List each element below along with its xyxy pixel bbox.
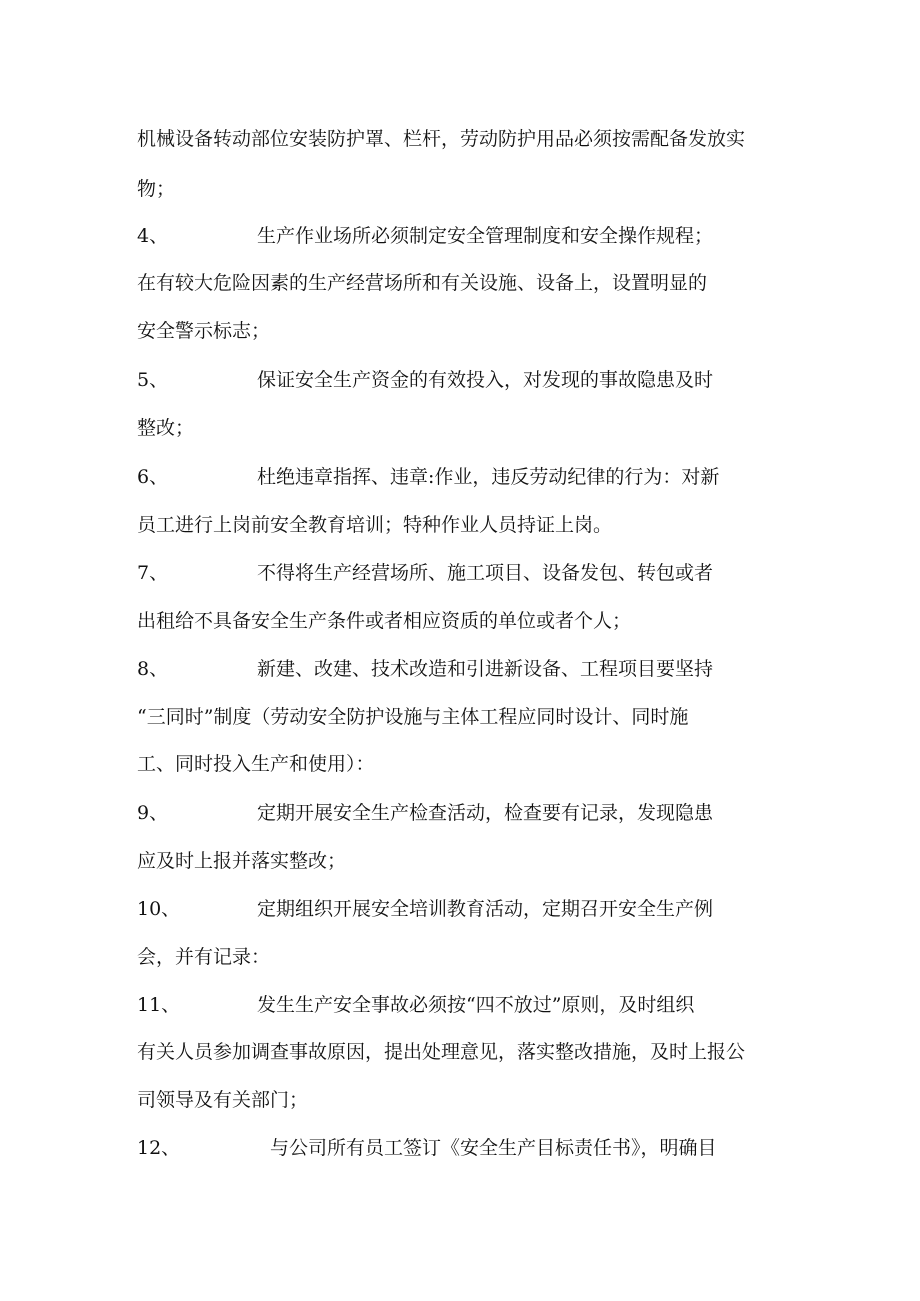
item-text: 不得将生产经营场所、施工项目、设备发包、转包或者	[257, 562, 714, 584]
item-number: 8、	[137, 658, 169, 680]
paragraph-text: 工、同时投入生产和使用）：	[137, 753, 375, 775]
paragraph-text: 会，并有记录：	[137, 946, 271, 968]
paragraph-text: 机械设备转动部位安装防护罩、栏杆，劳动防护用品必须按需配备发放实	[137, 128, 746, 150]
paragraph-text: 出租给不具备安全生产条件或者相应资质的单位或者个人；	[137, 610, 632, 632]
item-text: 新建、改建、技术改造和引进新设备、工程项目要坚持	[257, 658, 714, 680]
item-number: 4、	[137, 225, 169, 247]
item-text: 发生生产安全事故必须按“四不放过”原则，及时组织	[257, 994, 695, 1016]
paragraph-text: “三同时”制度（劳动安全防护设施与主体工程应同时设计、同时施	[137, 706, 689, 728]
paragraph-text: 整改；	[137, 417, 195, 439]
item-number: 5、	[137, 369, 169, 391]
item-text: 与公司所有员工签订《安全生产目标责任书》，明确目	[270, 1137, 717, 1159]
item-number: 11、	[137, 994, 181, 1016]
paragraph-text: 员工进行上岗前安全教育培训；特种作业人员持证上岗。	[137, 514, 613, 536]
item-text: 定期组织开展安全培训教育活动，定期召开安全生产例	[257, 898, 714, 920]
item-text: 保证安全生产资金的有效投入，对发现的事故隐患及时	[257, 369, 714, 391]
item-number: 6、	[137, 466, 169, 488]
item-number: 9、	[137, 802, 169, 824]
paragraph-text: 应及时上报并落实整改；	[137, 850, 347, 872]
paragraph-text: 司领导及有关部门；	[137, 1089, 309, 1111]
paragraph-text: 安全警示标志；	[137, 320, 271, 342]
item-text: 杜绝违章指挥、违章:作业，违反劳动纪律的行为：对新	[257, 466, 720, 488]
item-number: 12、	[137, 1137, 181, 1159]
item-text: 定期开展安全生产检查活动，检查要有记录，发现隐患	[257, 802, 714, 824]
paragraph-text: 物；	[137, 178, 176, 200]
item-text: 生产作业场所必须制定安全管理制度和安全操作规程；	[257, 225, 714, 247]
paragraph-text: 在有较大危险因素的生产经营场所和有关设施、设备上，设置明显的	[137, 272, 708, 294]
item-number: 7、	[137, 562, 169, 584]
paragraph-text: 有关人员参加调查事故原因，提出处理意见，落实整改措施，及时上报公	[137, 1041, 746, 1063]
item-number: 10、	[137, 898, 181, 920]
